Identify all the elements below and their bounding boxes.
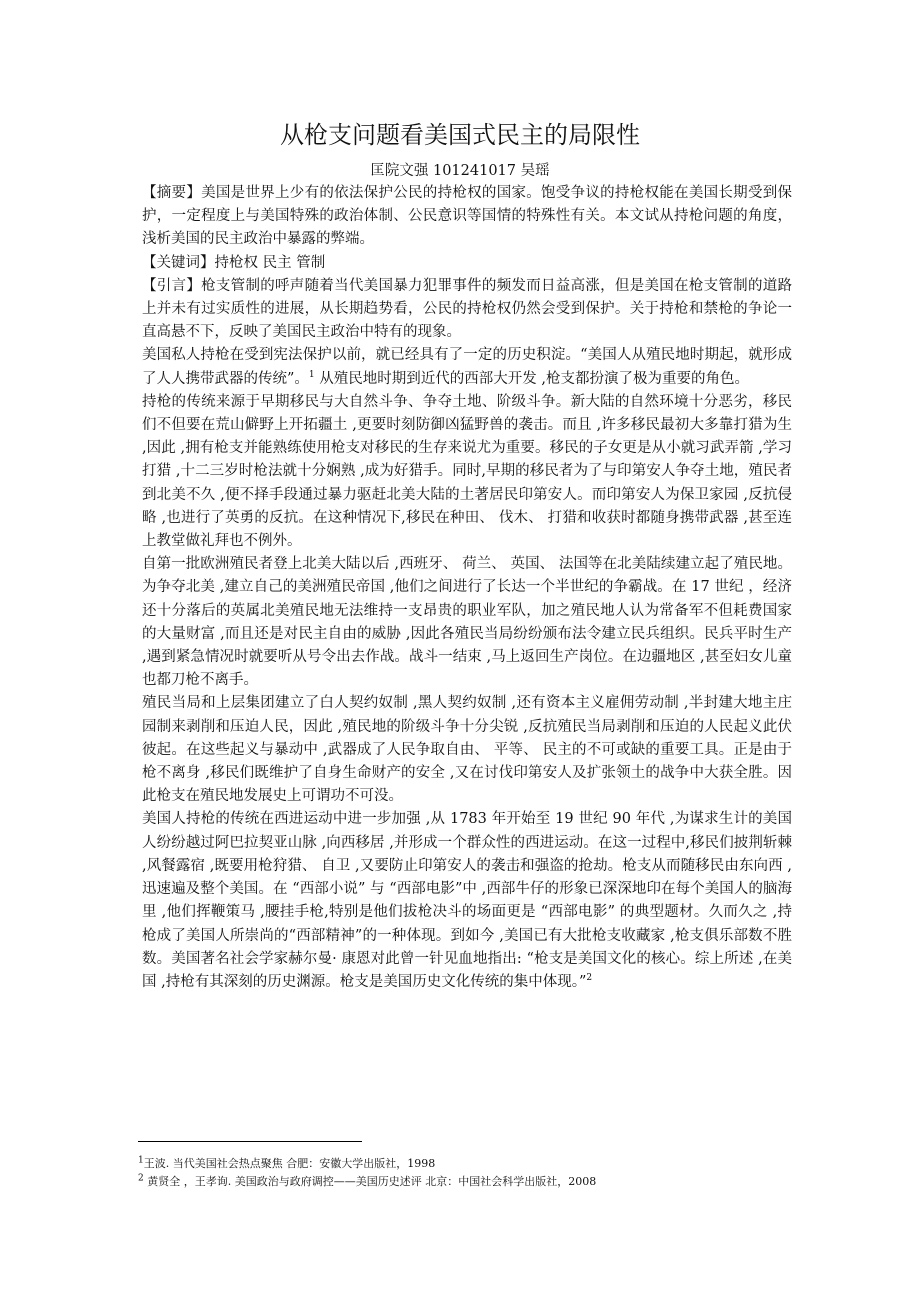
- footnote-mark: 2: [138, 1173, 144, 1184]
- westward-paragraph: [142, 808, 792, 994]
- footnote-text: 黄贤全 ，王孝询. 美国政治与政府调控——美国历史述评 北京：中国社会科学出版社，2008: [143, 1175, 597, 1188]
- author-line: 匡院文强 101241017 吴瑶: [370, 163, 550, 179]
- colonial-paragraph: 自第一批欧洲殖民者登上北美大陆以后 ,西班牙、 荷兰、 英国、 法国等在北美陆续建立起了殖民地。为争夺北美 ,建立自己的美洲殖民帝国 ,他们之间进行了长达一个半世纪的争霸战。在 17 世纪 ，经济还十分落后的英属北美殖民地无法维持一支昂贵的职业军队，加之殖民地人认为常备军不但耗费国家的大量财富 ,而且还是对民主自由的威胁 ,因此各殖民当局纷纷颁布法令建立民兵组织。民兵平时生产 ,遇到紧急情况时就要听从号令出去作战。战斗一结束 ,马上返回生产岗位。在边疆地区 ,甚至妇女儿童也都刀枪不离手。: [142, 556, 792, 689]
- class-struggle-paragraph: 殖民当局和上层集团建立了白人契约奴制 ,黑人契约奴制 ,还有资本主义雇佣劳动制 ,半封建大地主庄园制来剥削和压迫人民，因此 ,殖民地的阶级斗争十分尖锐 ,反抗殖民当局剥削和压迫的人民起义此伏彼起。在这些起义与暴动中 ,武器成了人民争取自由、 平等、 民主的不可或缺的重要工具。正是由于枪不离身 ,移民们既维护了自身生命财产的安全 ,又在讨伐印第安人及扩张领土的战争中大获全胜。因此枪支在殖民地发展史上可谓功不可没。: [142, 695, 792, 805]
- footnote-separator: [138, 1141, 362, 1142]
- footnote-ref-1: 1: [308, 369, 315, 380]
- keywords-paragraph: 【关键词】持枪权 民主 管制: [142, 254, 326, 271]
- history-paragraph: [142, 344, 792, 390]
- page-title: 从枪支问题看美国式民主的局限性: [280, 121, 640, 149]
- footnotes: [138, 1155, 798, 1191]
- footnote-2: [138, 1173, 798, 1191]
- westward-text: 美国人持枪的传统在西进运动中进一步加强 ,从 1783 年开始至 19 世纪 90 年代 ,为谋求生计的美国人纷纷越过阿巴拉契亚山脉 ,向西移居 ,并形成一个群众性的西进运动。在这一过程中,移民们披荆斩棘 ,风餐露宿 ,既要用枪狩猎、 自卫 ,又要防止印第安人的袭击和强盗的抢劫。枪支从而随移民由东向西 ,迅速遍及整个美国。在 “西部小说” 与 “西部电影”中 ,西部牛仔的形象已深深地印在每个美国人的脑海里 ,他们挥鞭策马 ,腰挂手枪,特别是他们拔枪决斗的场面更是 “西部电影” 的典型题材。久而久之 ,持枪成了美国人所崇尚的“西部精神”的一种体现。到如今 ,美国已有大批枪支收藏家 ,枪支俱乐部数不胜数。美国著名社会学家赫尔曼· 康恩对此曾一针见血地指出: “枪支是美国文化的核心。综上所述 ,在美国 ,持枪有其深刻的历史渊源。枪支是美国历史文化传统的集中体现。”: [142, 811, 792, 990]
- history-text: 美国私人持枪在受到宪法保护以前，就已经具有了一定的历史积淀。“美国人从殖民地时期起，就形成了人人携带武器的传统”。: [142, 347, 792, 387]
- history-text-tail: 从殖民地时期到近代的西部大开发 ,枪支都扮演了极为重要的角色。: [314, 370, 749, 387]
- footnote-ref-2: 2: [586, 973, 593, 984]
- intro-paragraph: 【引言】枪支管制的呼声随着当代美国暴力犯罪事件的频发而日益高涨，但是美国在枪支管制的道路上并未有过实质性的进展，从长期趋势看，公民的持枪权仍然会受到保护。关于持枪和禁枪的争论一直高悬不下，反映了美国民主政治中特有的现象。: [142, 277, 792, 341]
- abstract-paragraph: 【摘要】美国是世界上少有的依法保护公民的持枪权的国家。饱受争议的持枪权能在美国长期受到保护，一定程度上与美国特殊的政治体制、公民意识等国情的特殊性有关。本文试从持枪问题的角度，浅析美国的民主政治中暴露的弊端。: [142, 185, 792, 248]
- document-body: [142, 182, 792, 994]
- footnote-mark: 1: [138, 1155, 144, 1166]
- footnote-1: [138, 1155, 798, 1173]
- tradition-paragraph: 持枪的传统来源于早期移民与大自然斗争、争夺土地、阶级斗争。新大陆的自然环境十分恶劣，移民们不但要在荒山僻野上开拓疆土 ,更要时刻防御凶猛野兽的袭击。而且 ,许多移民最初大多靠打猎为生 ,因此 ,拥有枪支并能熟练使用枪支对移民的生存来说尤为重要。移民的子女更是从小就习武弄箭 ,学习打猎 ,十二三岁时枪法就十分娴熟 ,成为好猎手。同时,早期的移民者为了与印第安人争夺土地，殖民者到北美不久 ,便不择手段通过暴力驱赶北美大陆的土著居民印第安人。而印第安人为保卫家园 ,反抗侵略 ,也进行了英勇的反抗。在这种情况下,移民在种田、 伐木、 打猎和收获时都随身携带武器 ,甚至连上教堂做礼拜也不例外。: [142, 393, 792, 550]
- footnote-text: 王波. 当代美国社会热点聚焦 合肥：安徽大学出版社，1998: [143, 1157, 436, 1170]
